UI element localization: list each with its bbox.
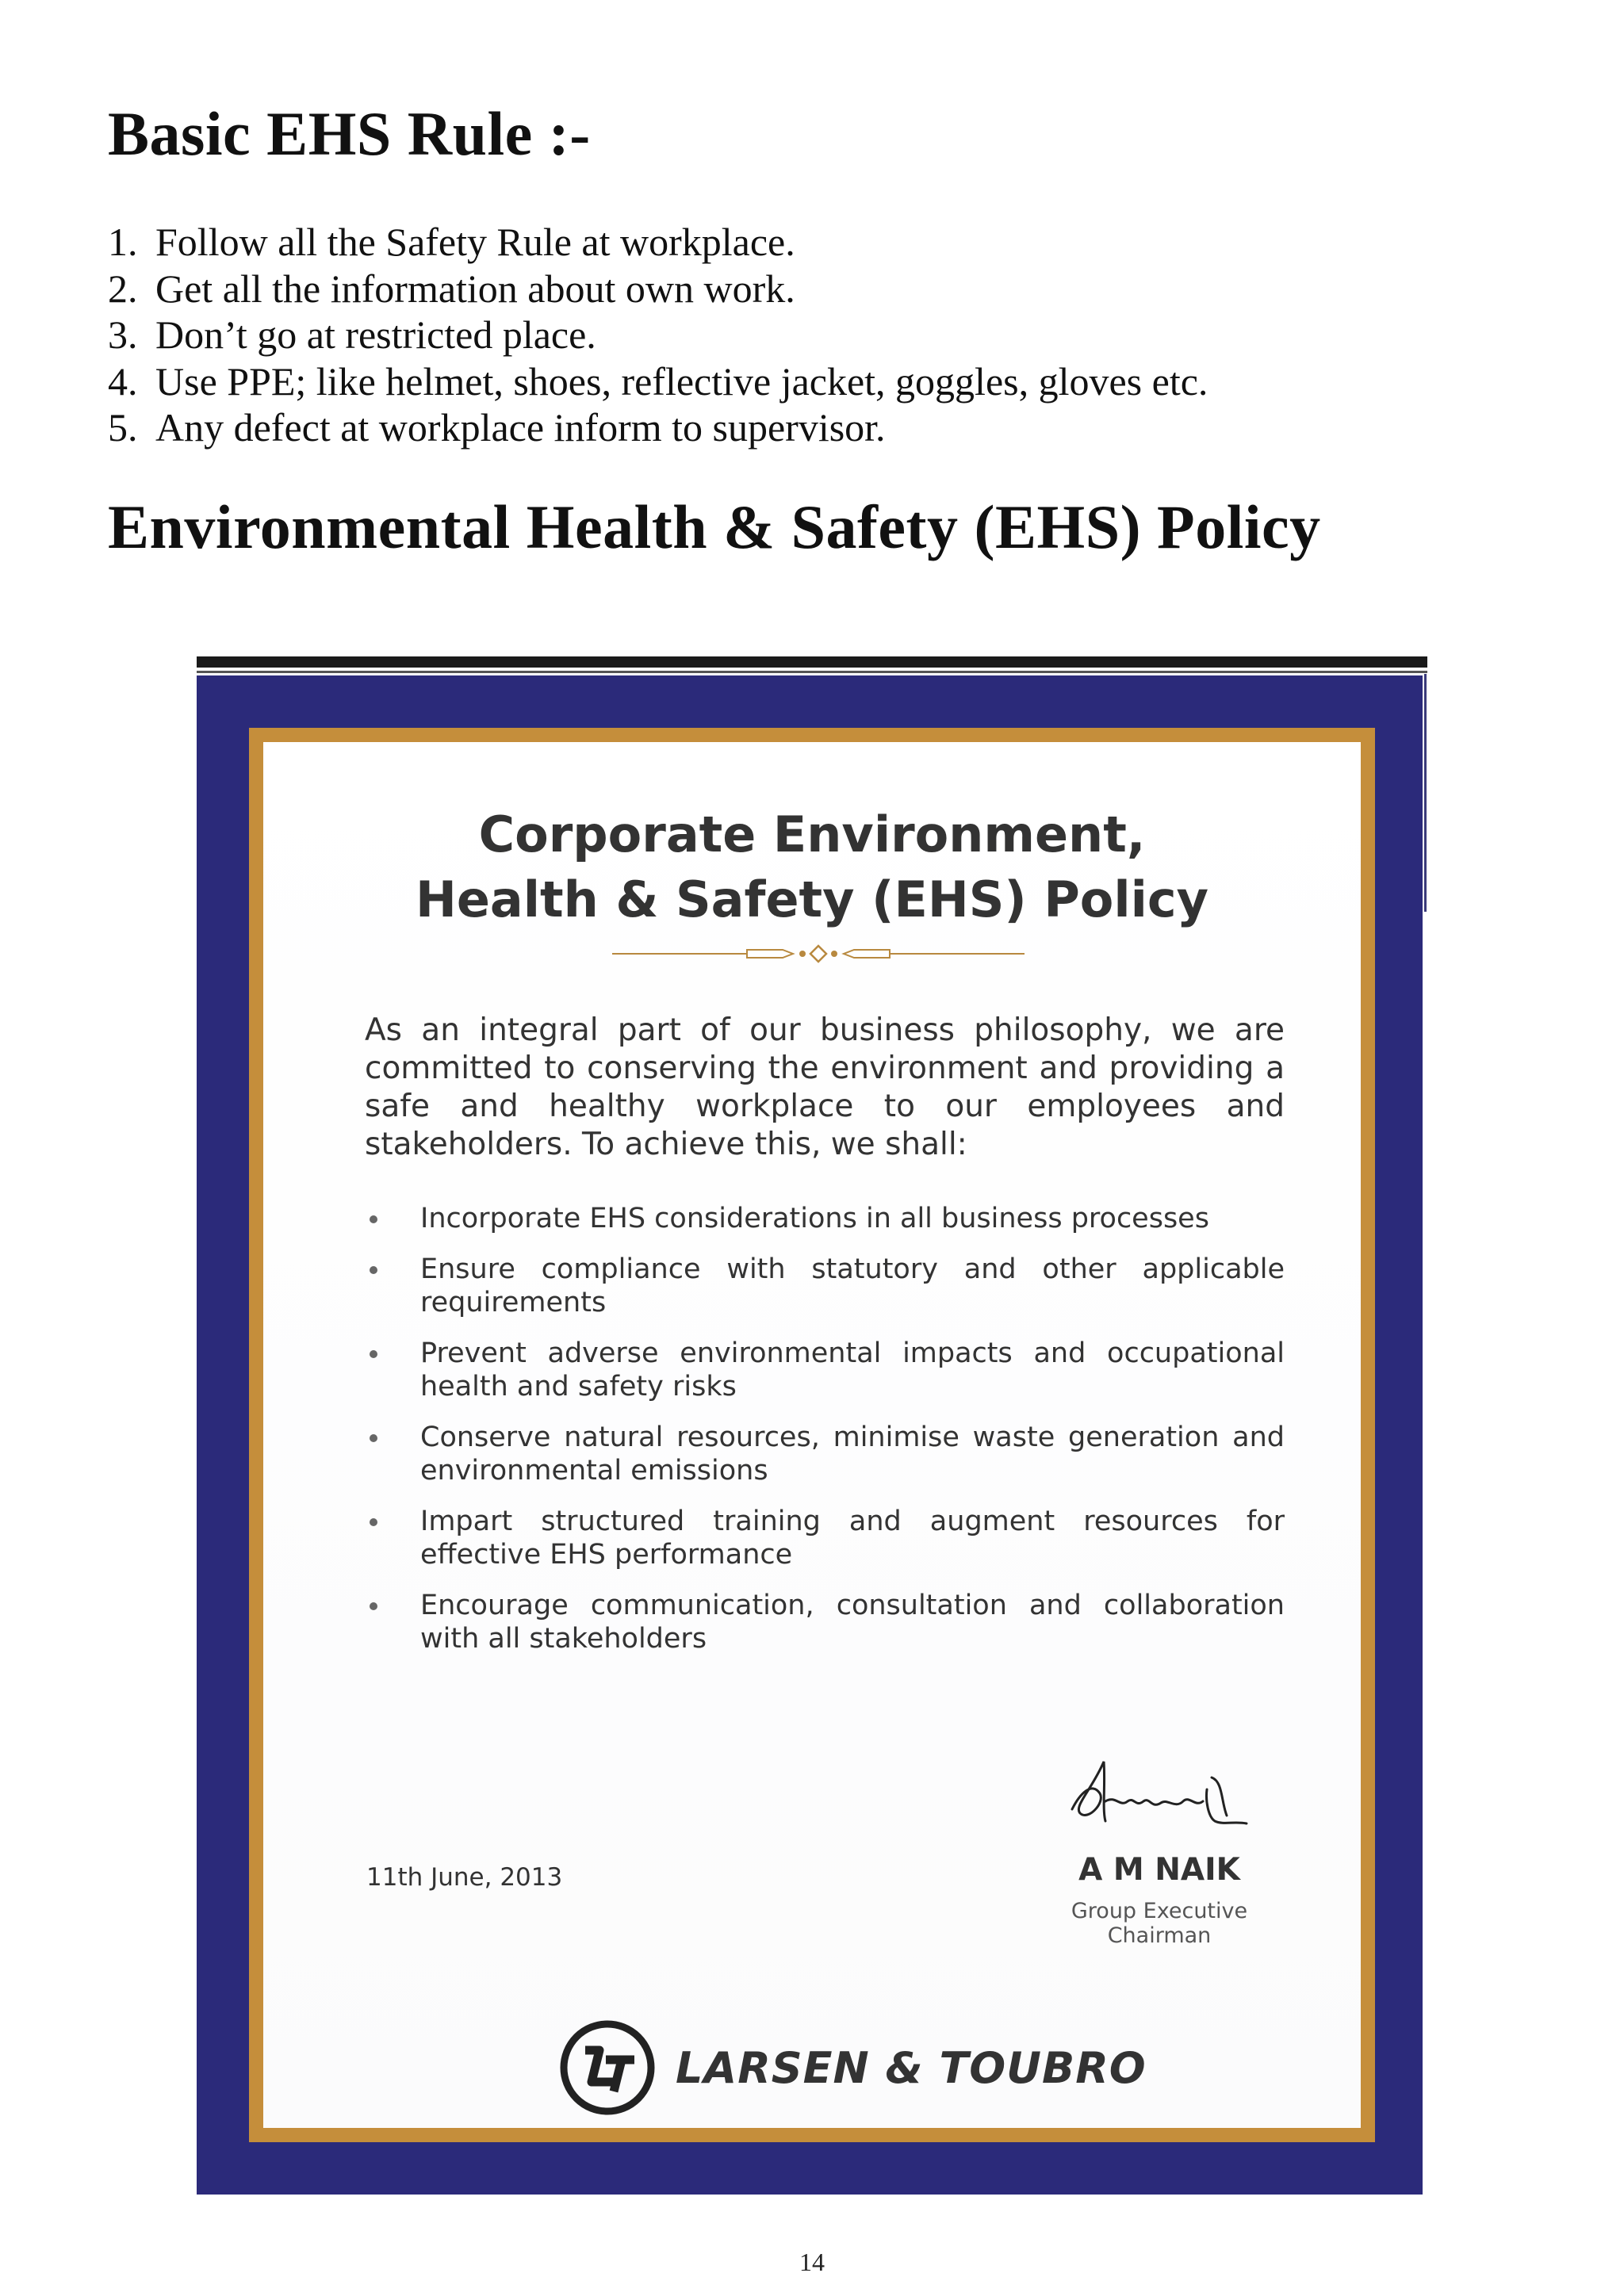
signatory-block: [1025, 1852, 1294, 1948]
poster-content: [263, 742, 1361, 2128]
rule-text: Use PPE; like helmet, shoes, reflective jacket, goggles, gloves etc.: [155, 358, 1208, 404]
rule-number: 1.: [108, 220, 138, 264]
poster-top-rule-thin: [197, 671, 1427, 673]
commitment-text: Conserve natural resources, minimise waste generation and environmental emissions: [420, 1422, 1285, 1487]
signatory-name: A M NAIK: [1078, 1852, 1240, 1888]
commitment-text: Encourage communication, consultation and collaboration with all stakeholders: [420, 1590, 1285, 1655]
rule-number: 5.: [108, 405, 138, 450]
commitment-item: [365, 1505, 1285, 1571]
rule-text: Follow all the Safety Rule at workplace.: [155, 220, 795, 264]
commitment-text: Incorporate EHS considerations in all business processes: [420, 1203, 1209, 1234]
rule-item: [108, 404, 1208, 451]
bullet-icon: [370, 1434, 377, 1442]
page-number: 14: [799, 2248, 825, 2276]
signature-icon: [1056, 1746, 1262, 1849]
commitment-item: [365, 1589, 1285, 1655]
rule-item: [108, 358, 1208, 405]
company-brand: [558, 2019, 1147, 2117]
rules-list: [108, 219, 1208, 451]
bullet-icon: [370, 1518, 377, 1526]
poster-title: [263, 802, 1361, 932]
commitment-item: [365, 1253, 1285, 1319]
rule-number: 3.: [108, 312, 138, 357]
poster-edge-line: [1424, 674, 1427, 912]
rule-number: 2.: [108, 266, 138, 311]
rule-item: [108, 312, 1208, 358]
bullet-icon: [370, 1215, 377, 1223]
company-name: LARSEN & TOUBRO: [676, 2042, 1147, 2093]
rule-text: Don’t go at restricted place.: [155, 312, 596, 357]
bullet-icon: [370, 1266, 377, 1274]
intro-line: a safe and healthy workplace to our employees and: [365, 1050, 1285, 1124]
intro-line: stakeholders. To achieve this, we shall:: [365, 1127, 967, 1162]
commitment-text: Prevent adverse environmental impacts and occupational health and safety risks: [420, 1337, 1285, 1402]
commitment-item: [365, 1202, 1285, 1235]
rule-item: [108, 219, 1208, 266]
rule-text: Any defect at workplace inform to supervisor.: [155, 405, 886, 450]
bullet-icon: [370, 1602, 377, 1610]
lt-logo-icon: [558, 2019, 657, 2117]
rule-item: [108, 266, 1208, 312]
poster-top-rule: [197, 656, 1427, 668]
intro-line: committed to conserving the environment and providing: [365, 1050, 1254, 1086]
poster-title-line2: Health & Safety (EHS) Policy: [415, 871, 1209, 928]
commitment-text: Ensure compliance with statutory and other applicable requirements: [420, 1253, 1285, 1318]
commitment-text: Impart structured training and augment resources for effective EHS performance: [420, 1506, 1285, 1571]
policy-date: 11th June, 2013: [366, 1863, 563, 1892]
commitment-item: [365, 1337, 1285, 1403]
rules-heading: Basic EHS Rule :-: [108, 99, 591, 168]
bullet-icon: [370, 1350, 377, 1358]
commitment-item: [365, 1421, 1285, 1487]
policy-heading: Environmental Health & Safety (EHS) Policy: [108, 492, 1321, 561]
poster-gold-border: [249, 728, 1375, 2142]
poster-intro: [365, 1012, 1285, 1164]
rule-number: 4.: [108, 358, 138, 404]
commitment-list: [365, 1202, 1285, 1673]
rule-text: Get all the information about own work.: [155, 266, 795, 311]
intro-line: As an integral part of our business philosophy, we are: [365, 1012, 1285, 1048]
ornament-divider-icon: [612, 942, 1025, 966]
poster-title-line1: Corporate Environment,: [478, 806, 1146, 863]
policy-poster: [197, 675, 1423, 2195]
signatory-title: Group Executive Chairman: [1071, 1899, 1248, 1948]
